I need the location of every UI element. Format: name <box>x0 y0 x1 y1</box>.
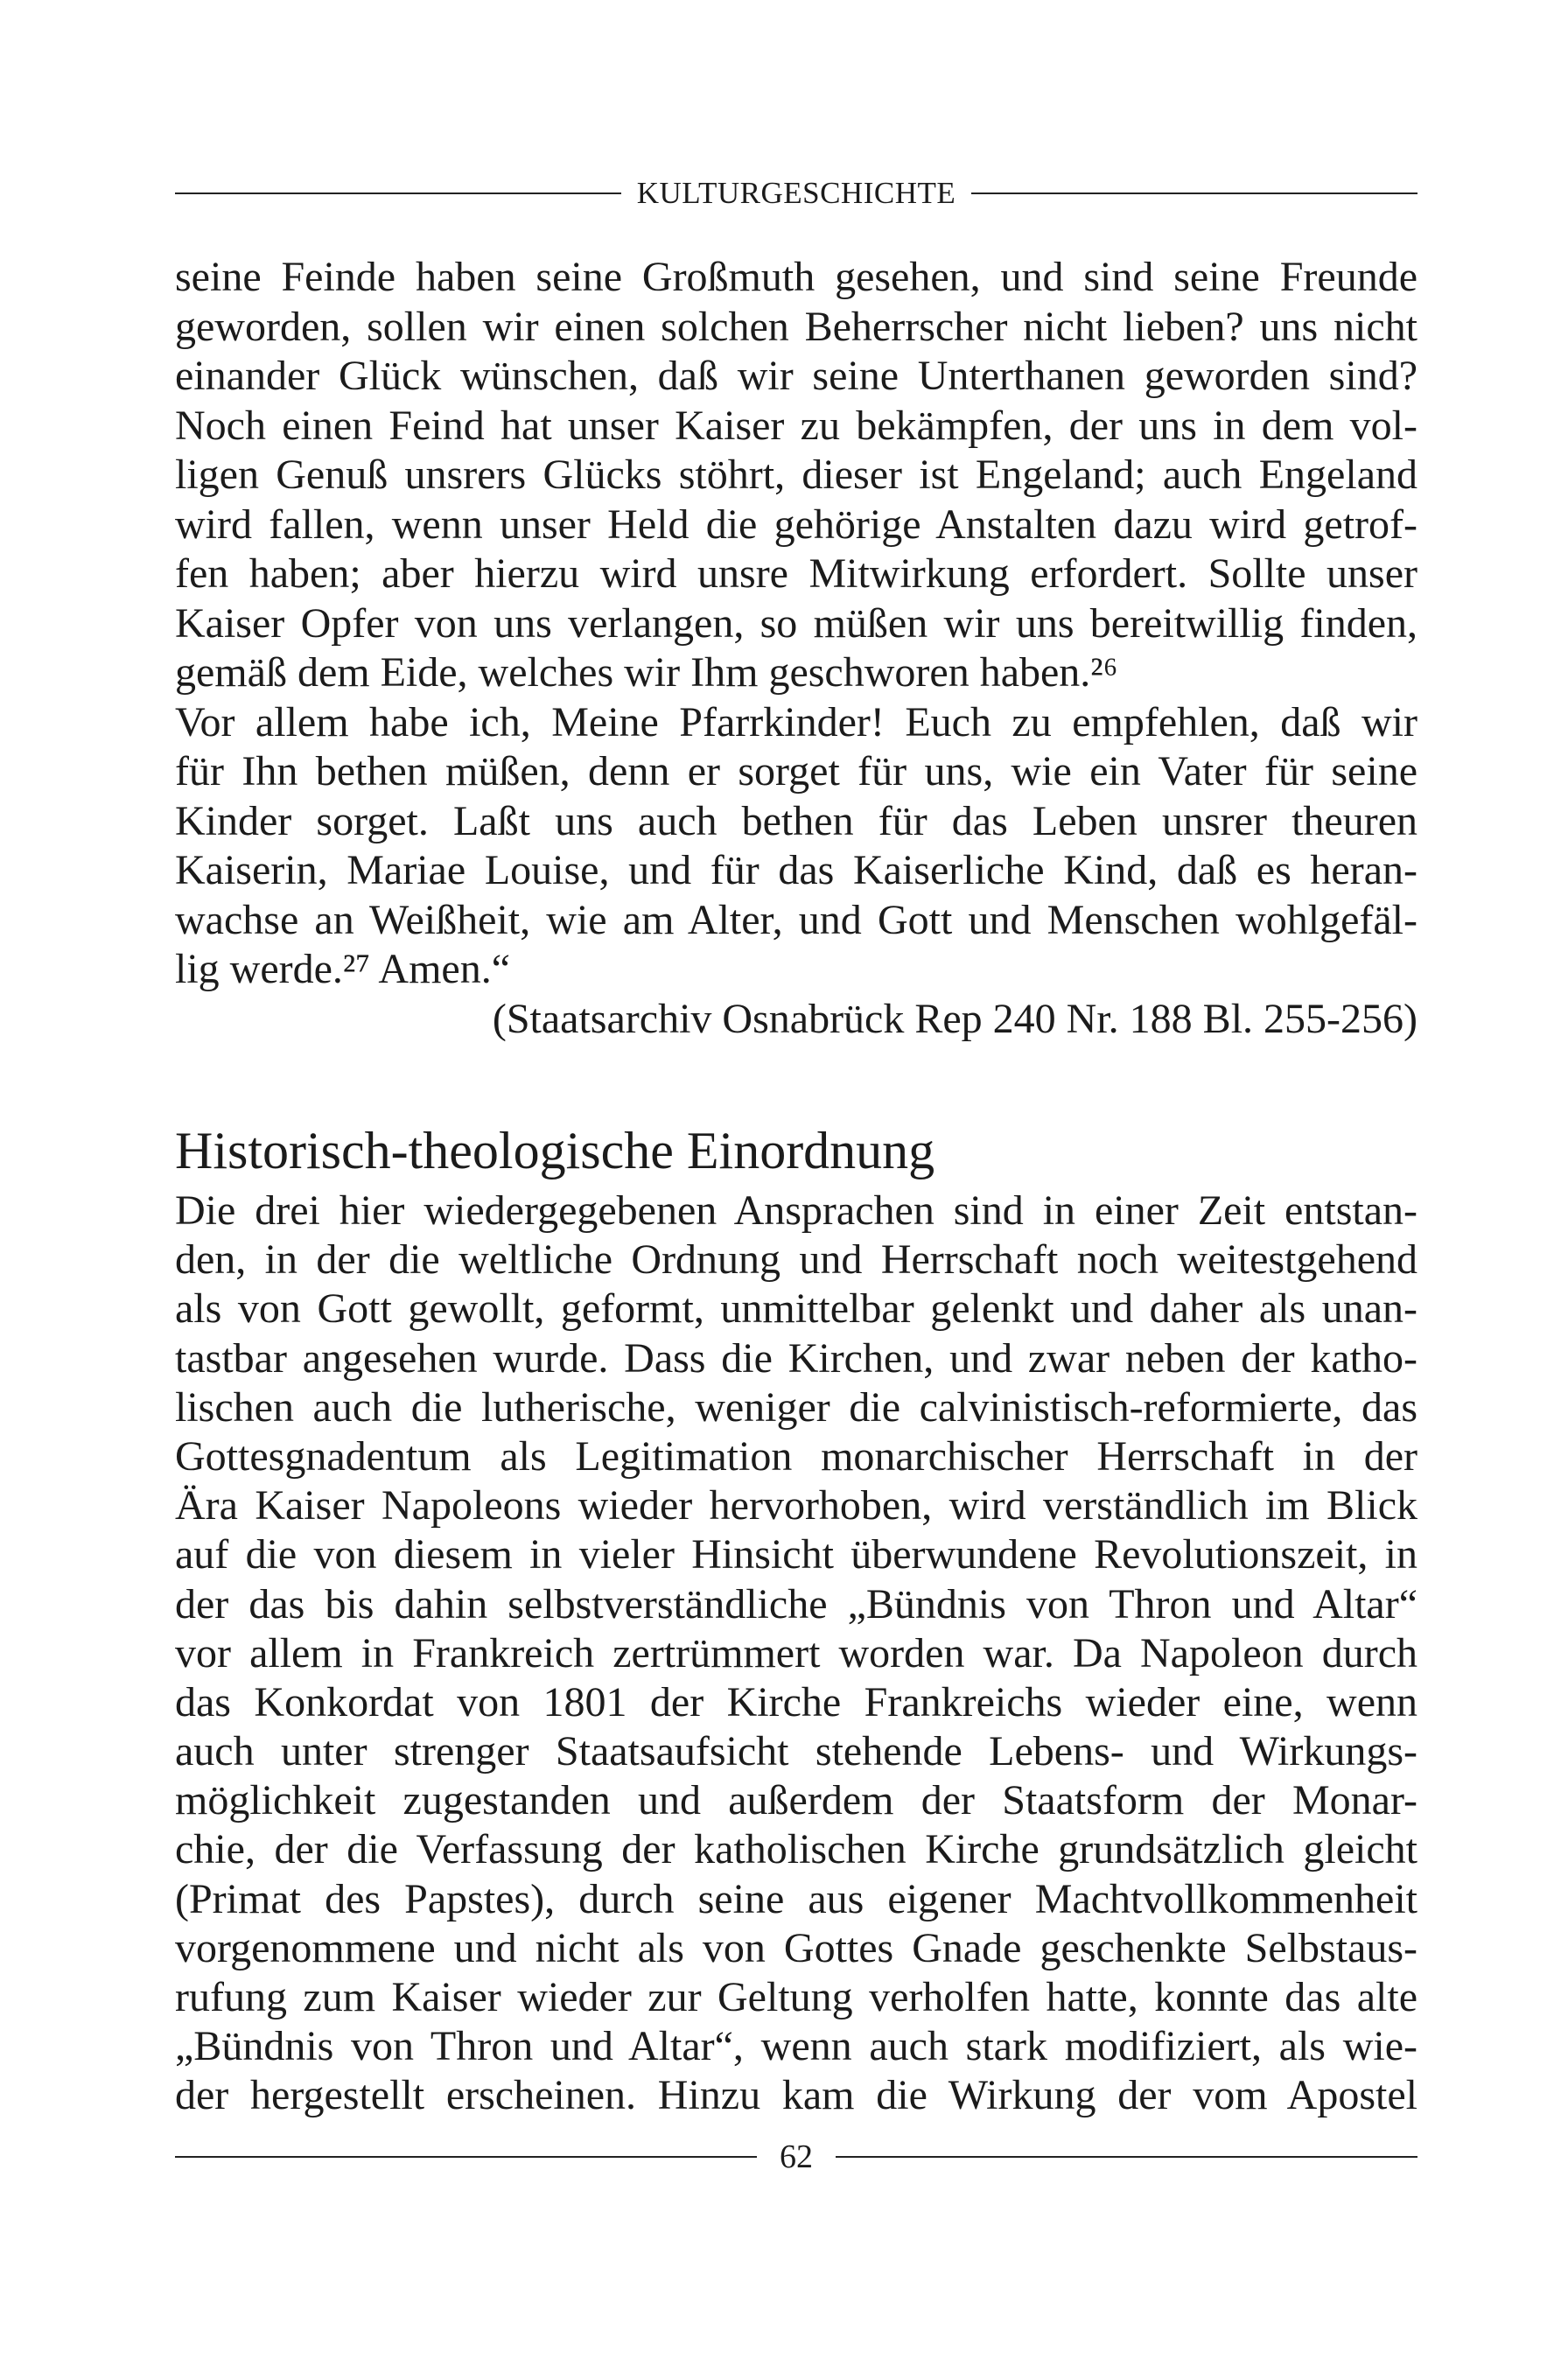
body-paragraph <box>175 1186 1418 2121</box>
page-footer <box>175 2135 1418 2179</box>
text-line: lig werde.²⁷ Amen.“ <box>175 946 511 992</box>
text-line: chie, der die Verfassung der katholischen Kirche grundsätzlich gleicht <box>175 1826 1418 1873</box>
text-line: der das bis dahin selbstverständliche „Bündnis von Thron und Altar“ <box>175 1580 1418 1628</box>
text-line: das Konkordat von 1801 der Kirche Frankreichs wieder eine, wenn <box>175 1678 1418 1726</box>
text-line: seine Feinde haben seine Großmuth gesehen, und sind seine Freunde <box>175 254 1418 300</box>
text-line: Gottesgnadentum als Legitimation monarchischer Herrschaft in der <box>175 1432 1418 1480</box>
header-rule-right <box>971 192 1418 194</box>
archive-citation: (Staatsarchiv Osnabrück Rep 240 Nr. 188 Bl. 255-256) <box>492 995 1418 1042</box>
page-number: 62 <box>780 2138 813 2175</box>
text-line: vor allem in Frankreich zertrümmert worden war. Da Napoleon durch <box>175 1629 1418 1676</box>
running-header <box>175 172 1418 215</box>
text-line: auf die von diesem in vieler Hinsicht überwundene Revolutionszeit, in <box>175 1531 1418 1578</box>
text-line: den, in der die weltliche Ordnung und Herrschaft noch weitestgehend <box>175 1236 1418 1284</box>
text-line: geworden, sollen wir einen solchen Beherrscher nicht lieben? uns nicht <box>175 303 1418 350</box>
text-line: vorgenommene und nicht als von Gottes Gnade geschenkte Selbstaus- <box>175 1924 1418 1971</box>
running-head-title: KULTURGESCHICHTE <box>636 176 956 210</box>
text-line: wird fallen, wenn unser Held die gehörige Anstalten dazu wird getrof- <box>175 500 1418 548</box>
text-line: für Ihn bethen müßen, denn er sorget für uns, wie ein Vater für seine <box>175 748 1418 794</box>
text-line: Vor allem habe ich, Meine Pfarrkinder! Euch zu empfehlen, daß wir <box>175 698 1418 746</box>
text-line: Kinder sorget. Laßt uns auch bethen für das Leben unsrer theuren <box>175 797 1418 844</box>
text-line: fen haben; aber hierzu wird unsre Mitwirkung erfordert. Sollte unser <box>175 550 1418 597</box>
text-line: ligen Genuß unsrers Glücks stöhrt, dieser ist Engeland; auch Engeland <box>175 452 1418 498</box>
text-line: tastbar angesehen wurde. Dass die Kirchen, und zwar neben der katho- <box>175 1334 1418 1382</box>
section-heading: Historisch-theologische Einordnung <box>175 1122 935 1180</box>
text-line: einander Glück wünschen, daß wir seine Unterthanen geworden sind? <box>175 353 1418 399</box>
text-line: Kaiserin, Mariae Louise, und für das Kaiserliche Kind, daß es heran- <box>175 847 1418 893</box>
text-line: „Bündnis von Thron und Altar“, wenn auch stark modifiziert, als wie- <box>175 2023 1418 2070</box>
text-line: als von Gott gewollt, geformt, unmittelbar gelenkt und daher als unan- <box>175 1285 1418 1333</box>
text-line: Die drei hier wiedergegebenen Ansprachen sind in einer Zeit entstan- <box>175 1187 1418 1234</box>
text-line: gemäß dem Eide, welches wir Ihm geschworen haben.²⁶ <box>175 649 1118 696</box>
footer-rule-left <box>175 2156 757 2158</box>
quoted-sermon-text <box>175 253 1418 1044</box>
text-line: Kaiser Opfer von uns verlangen, so müßen wir uns bereitwillig finden, <box>175 599 1418 647</box>
header-rule-left <box>175 192 621 194</box>
text-line: lischen auch die lutherische, weniger die calvinistisch-reformierte, das <box>175 1383 1418 1431</box>
footer-rule-right <box>836 2156 1418 2158</box>
text-line: der hergestellt erscheinen. Hinzu kam die Wirkung der vom Apostel <box>175 2072 1418 2119</box>
text-line: Noch einen Feind hat unser Kaiser zu bekämpfen, der uns in dem vol- <box>175 402 1418 449</box>
text-line: (Primat des Papstes), durch seine aus eigener Machtvollkommenheit <box>175 1875 1418 1922</box>
text-line: auch unter strenger Staatsaufsicht stehende Lebens- und Wirkungs- <box>175 1728 1418 1775</box>
text-line: rufung zum Kaiser wieder zur Geltung verholfen hatte, konnte das alte <box>175 1974 1418 2020</box>
text-line: Ära Kaiser Napoleons wieder hervorhoben, wird verständlich im Blick <box>175 1482 1418 1530</box>
text-line: wachse an Weißheit, wie am Alter, und Gott und Menschen wohlgefäl- <box>175 896 1418 943</box>
text-line: möglichkeit zugestanden und außerdem der Staatsform der Monar- <box>175 1777 1418 1824</box>
